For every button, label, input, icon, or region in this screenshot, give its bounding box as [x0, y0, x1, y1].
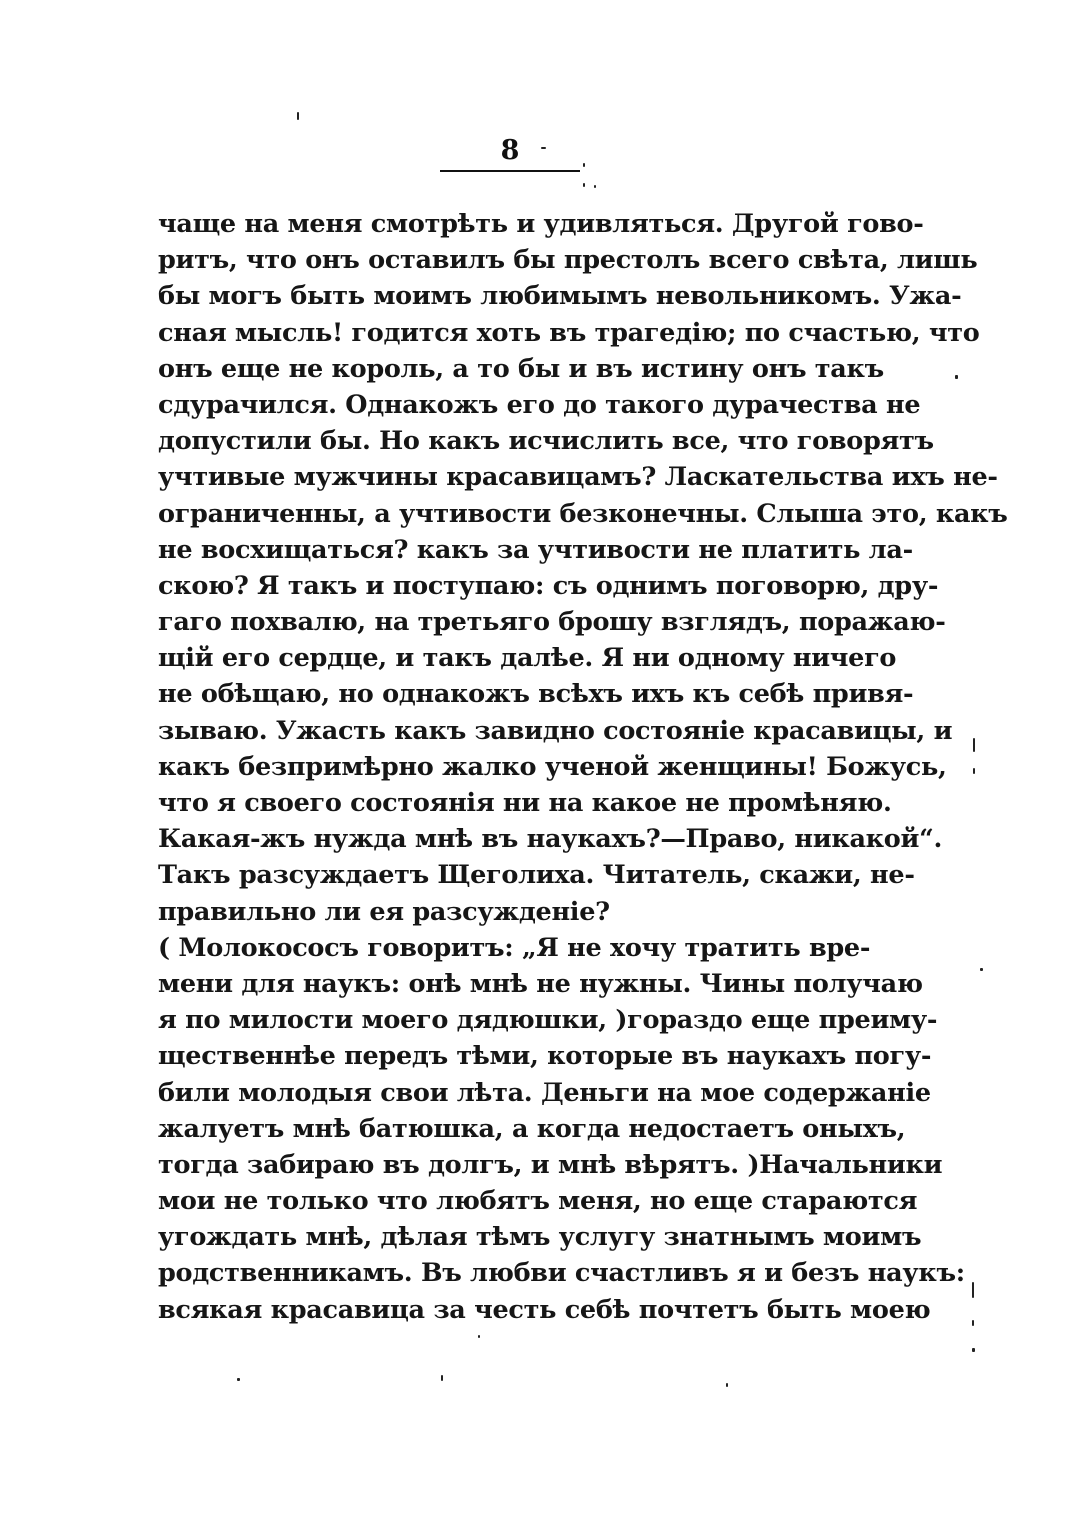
text-line: сдурачился. Однакожъ его до такого дурачества не: [158, 389, 921, 420]
scan-speck: [594, 185, 596, 188]
text-line: допустили бы. Но какъ исчислить все, что говорятъ: [158, 426, 934, 457]
text-line: били молодыя свои лѣта. Деньги на мое содержаніе: [158, 1077, 931, 1108]
text-line: что я своего состоянія ни на какое не промѣняю.: [158, 788, 892, 818]
text-line: бы могъ быть моимъ любимымъ невольникомъ. Ужа-: [158, 281, 962, 312]
scan-speck: [955, 375, 958, 379]
scan-speck: [583, 163, 585, 167]
scan-speck: [972, 1320, 974, 1326]
scan-speck: [972, 1282, 974, 1298]
text-line: угождать мнѣ, дѣлая тѣмъ услугу знатнымъ моимъ: [158, 1222, 922, 1253]
text-line: Какая-жъ нужда мнѣ въ наукахъ?—Право, никакой“.: [158, 824, 943, 855]
text-line: не обѣщаю, но однакожъ всѣхъ ихъ къ себѣ привя-: [158, 679, 914, 710]
scan-speck: [980, 968, 983, 971]
text-line: всякая красавица за честь себѣ почтетъ быть моею: [158, 1294, 931, 1325]
scan-speck: [973, 768, 975, 774]
text-line: родственникамъ. Въ любви счастливъ я и безъ наукъ:: [158, 1258, 965, 1289]
text-line: онъ еще не король, а то бы и въ истину онъ такъ: [158, 353, 884, 384]
text-line: сная мысль! годится хоть въ трагедію; по счастью, что: [158, 317, 980, 348]
text-line: чаще на меня смотрѣть и удивляться. Другой гово-: [158, 209, 924, 239]
text-line: щественнѣе передъ тѣми, которые въ наукахъ погу-: [158, 1041, 932, 1072]
text-line: правильно ли ея разсужденіе?: [158, 896, 610, 927]
text-line: щій его сердце, и такъ далѣе. Я ни одному ничего: [158, 643, 897, 674]
text-line: ограниченны, а учтивости безконечны. Слыша это, какъ: [158, 498, 1008, 529]
text-line: ( Молокососъ говоритъ: „Я не хочу тратить вре-: [158, 932, 871, 963]
text-line: я по милости моего дядюшки, )гораздо еще преиму-: [158, 1005, 938, 1036]
scan-speck: [478, 1335, 480, 1338]
scan-speck: [583, 183, 585, 187]
text-line: гаго похвалю, на третьяго брошу взглядъ, поражаю-: [158, 607, 946, 638]
text-line: скою? Я такъ и поступаю: съ однимъ поговорю, дру-: [158, 570, 939, 601]
body-text: [158, 206, 1008, 1328]
text-line: Такъ разсуждаетъ Щеголиха. Читатель, скажи, не-: [158, 860, 915, 891]
text-line: учтивые мужчины красавицамъ? Ласкательства ихъ не-: [158, 462, 998, 493]
scan-speck: [973, 738, 975, 752]
text-line: зываю. Ужасть какъ завидно состояніе красавицы, и: [158, 715, 953, 746]
scan-speck: [441, 1375, 443, 1381]
text-line: мени для наукъ: онѣ мнѣ не нужны. Чины получаю: [158, 968, 923, 999]
scan-speck: [237, 1378, 240, 1381]
page-header: [440, 136, 580, 166]
page-number: 8: [500, 135, 520, 166]
scan-speck: [297, 112, 299, 120]
scan-speck: [972, 1348, 975, 1352]
scan-speck: [541, 147, 546, 149]
text-line: не восхищаться? какъ за учтивости не платить ла-: [158, 534, 913, 565]
text-line: жалуетъ мнѣ батюшка, а когда недостаетъ оныхъ,: [158, 1113, 906, 1144]
scan-speck: [726, 1383, 728, 1387]
text-line: мои не только что любятъ меня, но еще стараются: [158, 1186, 918, 1217]
header-rule: [440, 170, 580, 172]
text-line: тогда забираю въ долгъ, и мнѣ вѣрятъ. )Начальники: [158, 1149, 943, 1180]
text-line: ритъ, что онъ оставилъ бы престолъ всего свѣта, лишь: [158, 245, 978, 276]
text-line: какъ безпримѣрно жалко ученой женщины! Божусь,: [158, 751, 947, 782]
